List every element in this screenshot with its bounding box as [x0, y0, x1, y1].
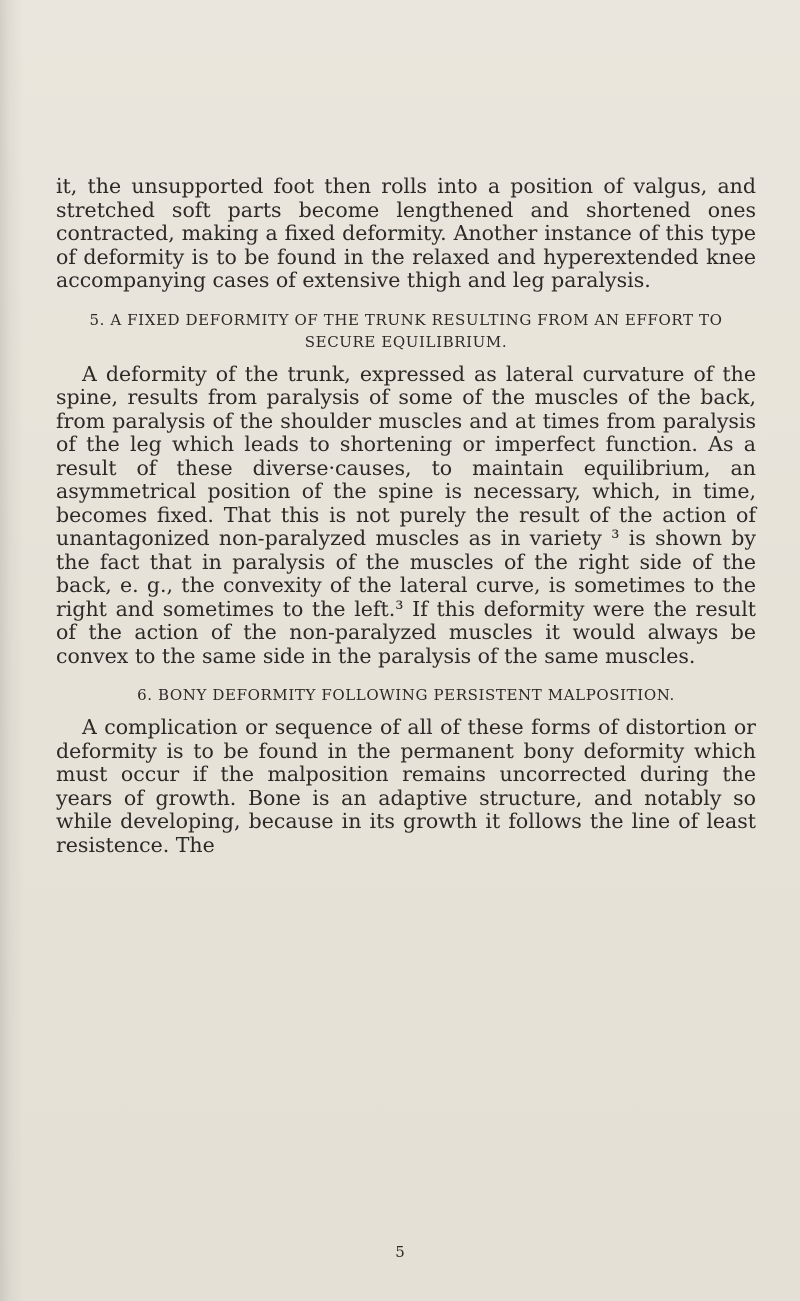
section-5-heading: 5. A FIXED DEFORMITY OF THE TRUNK RESULTING FROM AN EFFORT TO SECURE EQUILIBRIUM.	[89, 310, 723, 351]
page-number: 5	[395, 1243, 405, 1261]
section-6-heading: 6. BONY DEFORMITY FOLLOWING PERSISTENT MALPOSITION.	[137, 686, 675, 704]
section-6-body: A complication or sequence of all of these forms of distortion or deformity is to be found in the permanent bony deformity which must occur if the malposition remains uncorrected during the years of growth. Bone is an adaptive structure, and notably so while developing, because in its growth it follows the line of least resistence. The	[56, 715, 756, 857]
page-text	[56, 175, 756, 857]
section-5-body: A deformity of the trunk, expressed as lateral curvature of the spine, results from paralysis of some of the muscles of the back, from paralysis of the shoulder muscles and at times from paralysis of the leg which leads to shortening or imperfect function. As a result of these diverse·causes, to maintain equilibrium, an asymmetrical position of the spine is necessary, which, in time, becomes fixed. That this is not purely the result of the action of unantagonized non-paralyzed muscles as in variety ³ is shown by the fact that in paralysis of the muscles of the right side of the back, e. g., the convexity of the lateral curve, is sometimes to the right and sometimes to the left.³ If this deformity were the result of the action of the non-paralyzed muscles it would always be convex to the same side in the paralysis of the same muscles.	[56, 361, 756, 668]
paragraph-continuation: it, the unsupported foot then rolls into a position of valgus, and stretched soft parts become lengthened and shortened ones contracted, making a fixed deformity. Another instance of this type of deformity is to be found in the relaxed and hyperextended knee accompanying cases of extensive thigh and leg paralysis.	[56, 174, 756, 292]
